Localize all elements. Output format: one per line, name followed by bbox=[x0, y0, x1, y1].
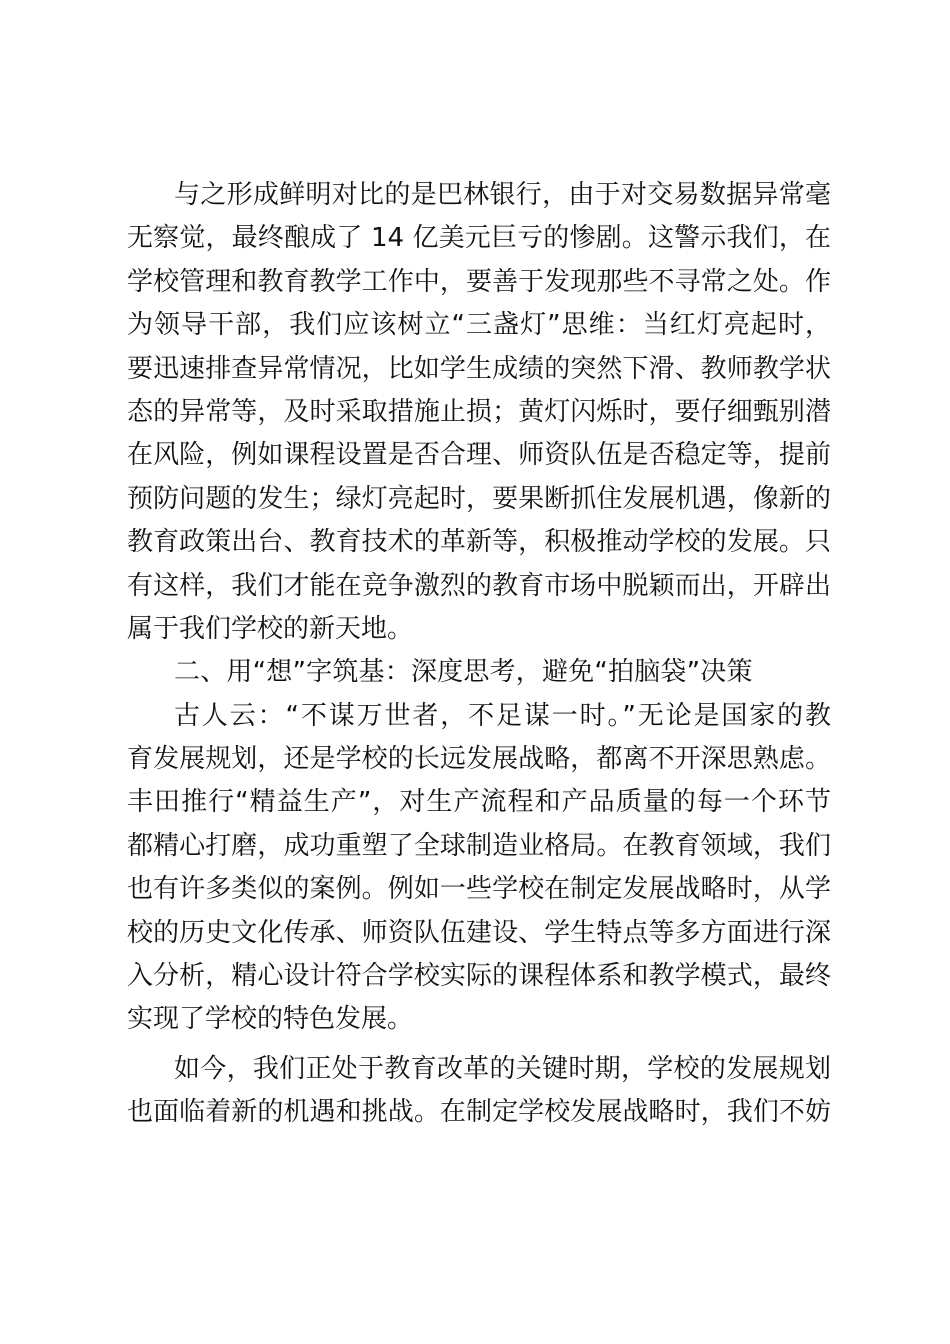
text-line: 实现了学校的特色发展。 bbox=[127, 1004, 414, 1035]
text-line: 无察觉，最终酿成了 14 亿美元巨亏的惨剧。这警示我们，在 bbox=[127, 223, 831, 254]
text-line: 古人云：“不谋万世者，不足谋一时。”无论是国家的教 bbox=[174, 700, 831, 731]
text-line: 如今，我们正处于教育改革的关键时期，学校的发展规划 bbox=[174, 1053, 831, 1084]
text-line: 为领导干部，我们应该树立“三盏灯”思维：当红灯亮起时， bbox=[127, 310, 831, 341]
text-line: 预防问题的发生；绿灯亮起时，要果断抓住发展机遇，像新的 bbox=[127, 483, 831, 514]
text-line: 有这样，我们才能在竞争激烈的教育市场中脱颖而出，开辟出 bbox=[127, 570, 831, 601]
paragraph bbox=[127, 695, 831, 1042]
section-heading: 二、用“想”字筑基：深度思考，避免“拍脑袋”决策 bbox=[174, 657, 753, 688]
text-line: 育发展规划，还是学校的长远发展战略，都离不开深思熟虑。 bbox=[127, 744, 831, 775]
paragraph bbox=[127, 174, 831, 651]
text-line: 教育政策出台、教育技术的革新等，积极推动学校的发展。只 bbox=[127, 527, 831, 558]
text-line: 都精心打磨，成功重塑了全球制造业格局。在教育领域，我们 bbox=[127, 830, 831, 861]
text-line: 与之形成鲜明对比的是巴林银行，由于对交易数据异常毫 bbox=[174, 180, 831, 210]
text-line: 也面临着新的机遇和挑战。在制定学校发展战略时，我们不妨 bbox=[127, 1097, 831, 1128]
text-line: 校的历史文化传承、师资队伍建设、学生特点等多方面进行深 bbox=[127, 917, 831, 948]
text-line: 要迅速排查异常情况，比如学生成绩的突然下滑、教师教学状 bbox=[127, 353, 831, 384]
text-line: 属于我们学校的新天地。 bbox=[127, 613, 414, 644]
text-line: 在风险，例如课程设置是否合理、师资队伍是否稳定等，提前 bbox=[127, 440, 831, 471]
text-line: 学校管理和教育教学工作中，要善于发现那些不寻常之处。作 bbox=[127, 266, 831, 297]
text-line: 丰田推行“精益生产”，对生产流程和产品质量的每一个环节 bbox=[127, 787, 831, 818]
text-line: 态的异常等，及时采取措施止损；黄灯闪烁时，要仔细甄别潜 bbox=[127, 396, 831, 427]
text-line: 入分析，精心设计符合学校实际的课程体系和教学模式，最终 bbox=[127, 961, 831, 992]
body-text bbox=[127, 174, 831, 1135]
text-line: 也有许多类似的案例。例如一些学校在制定发展战略时，从学 bbox=[127, 874, 831, 905]
paragraph bbox=[127, 1048, 831, 1135]
